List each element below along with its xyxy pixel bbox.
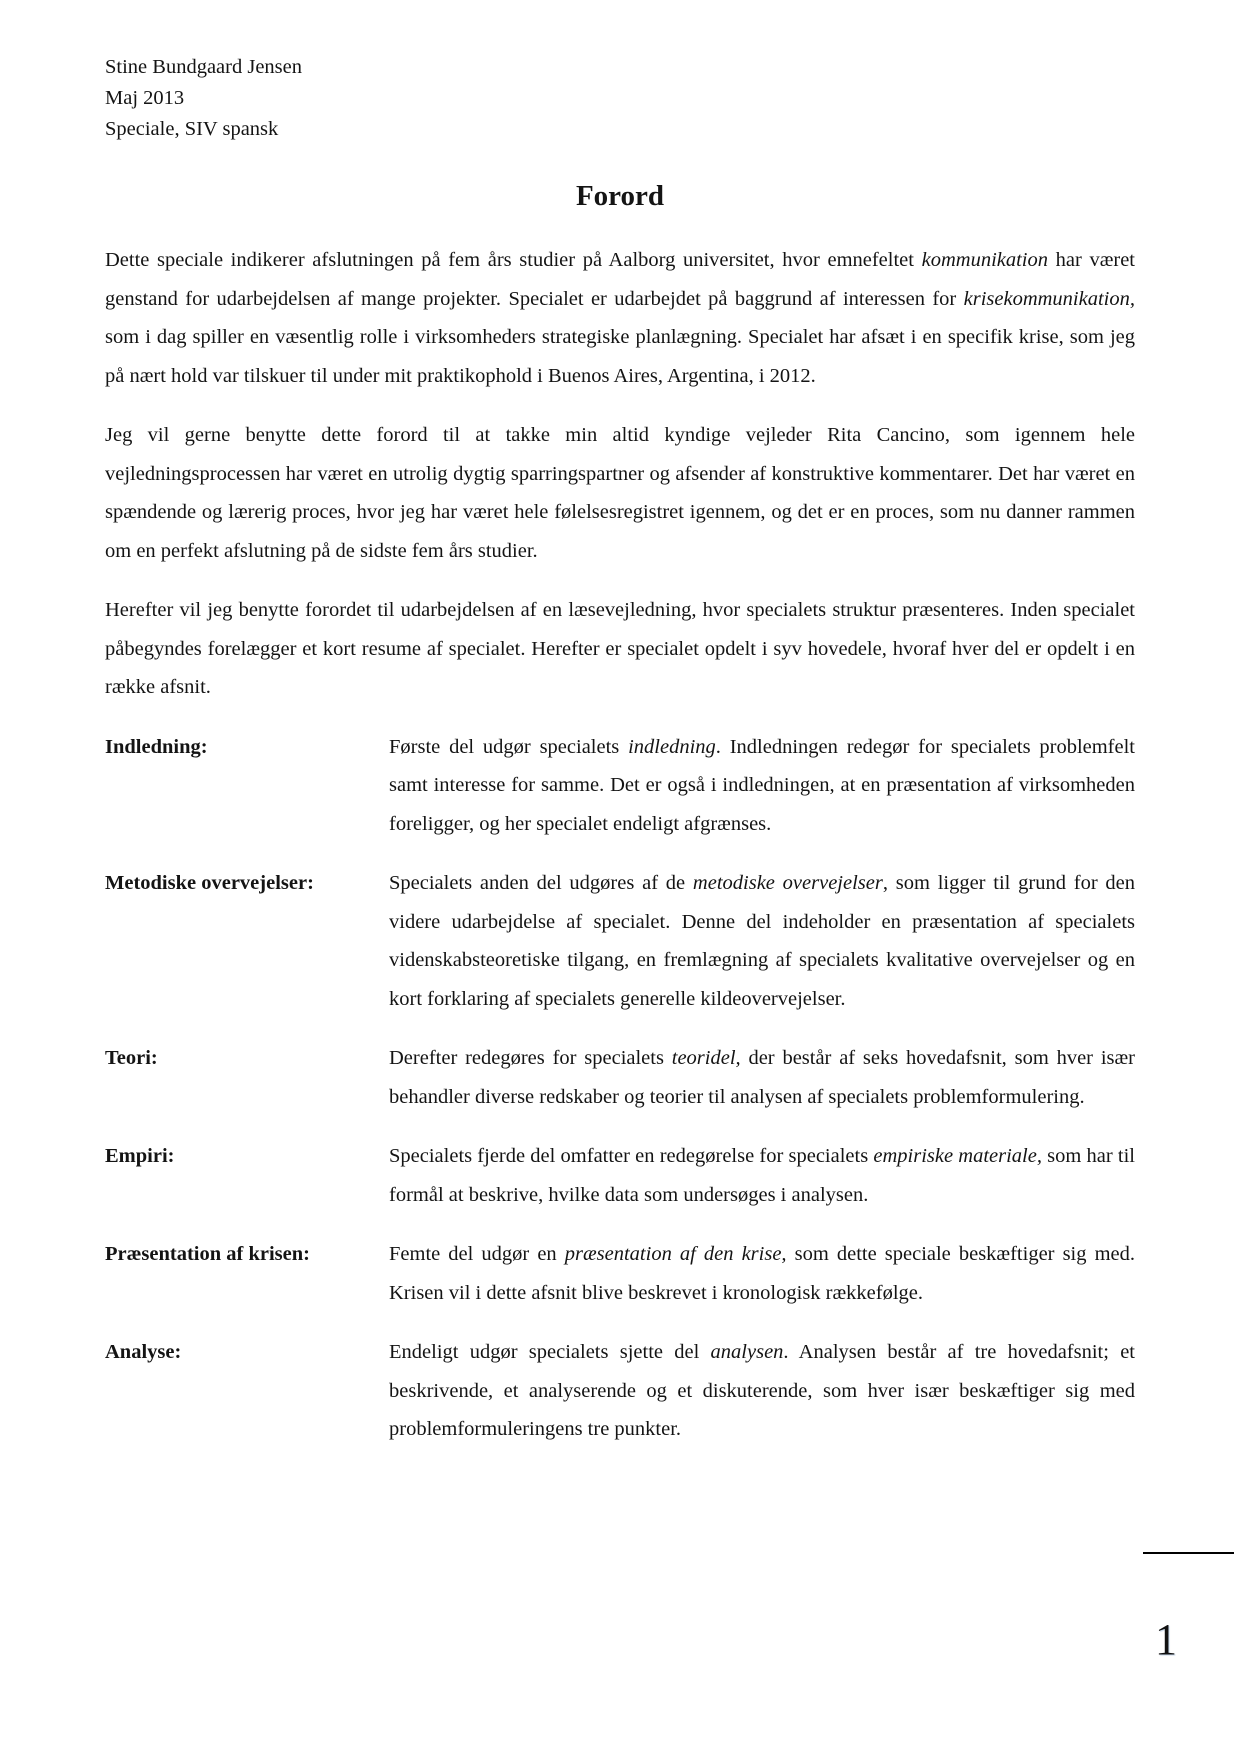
section-term: Indledning: [105,735,208,758]
list-item [105,864,1135,1018]
program-line: Speciale, SIV spansk [105,118,279,140]
footer-divider [1143,1552,1234,1554]
list-item [105,1137,1135,1214]
section-term: Teori: [105,1047,158,1069]
author-line: Stine Bundgaard Jensen [105,56,302,78]
section-description: Femte del udgør en præsentation af den krise, som dette speciale beskæftiger sig med. Krisen vil i dette afsnit blive beskrevet i kronologisk rækkefølge. [389,1243,1135,1304]
list-item [105,1333,1135,1449]
page-number: 1 [1155,1615,1177,1664]
section-description: Specialets fjerde del omfatter en redegørelse for specialets empiriske materiale, som har til formål at beskrive, hvilke data som undersøges i analysen. [389,1145,1135,1206]
list-item [105,1235,1135,1312]
section-description: Endeligt udgør specialets sjette del analysen. Analysen består af tre hovedafsnit; et beskrivende, et analyserende og et diskuterende, som hver især beskæftiger sig med problemformuleringens tre punkter. [389,1341,1135,1440]
section-description: Første del udgør specialets indledning. Indledningen redegør for specialets problemfelt samt interesse for samme. Det er også i indledningen, at en præsentation af virksomheden foreligger, og her specialet endeligt afgrænses. [389,735,1135,835]
body-text [105,241,1135,707]
date-line: Maj 2013 [105,87,185,109]
document-header [105,0,1135,145]
section-term: Analyse: [105,1341,182,1363]
section-description: Derefter redegøres for specialets teoridel, der består af seks hovedafsnit, som hver især behandler diverse redskaber og teorier til analysen af specialets problemformulering. [389,1047,1135,1108]
section-description: Specialets anden del udgøres af de metodiske overvejelser, som ligger til grund for den videre udarbejdelse af specialet. Denne del indeholder en præsentation af specialets videnskabsteoretiske tilgang, en fremlægning af specialets kvalitative overvejelser og en kort forklaring af specialets generelle kildeovervejelser. [389,872,1136,1010]
paragraph: Dette speciale indikerer afslutningen på fem års studier på Aalborg universitet, hvor emnefeltet kommunikation har været genstand for udarbejdelsen af mange projekter. Specialet er udarbejdet på baggrund af interessen for krisekommunikation, som i dag spiller en væsentlig rolle i virksomheders strategiske planlægning. Specialet har afsæt i en specifik krise, som jeg på nært hold var tilskuer til under mit praktikophold i Buenos Aires, Argentina, i 2012. [105,249,1135,387]
section-term: Præsentation af krisen: [105,1243,310,1265]
list-item [105,1039,1135,1116]
section-term: Empiri: [105,1145,175,1167]
structure-overview-list [105,728,1135,1449]
section-term: Metodiske overvejelser: [105,872,314,894]
paragraph: Herefter vil jeg benytte forordet til udarbejdelsen af en læsevejledning, hvor specialets struktur præsenteres. Inden specialet påbegyndes forelægger et kort resume af specialet. Herefter er specialet opdelt i syv hovedele, hvoraf hver del er opdelt i en række afsnit. [105,599,1135,698]
list-item [105,728,1135,844]
page-title: Forord [575,180,665,212]
paragraph: Jeg vil gerne benytte dette forord til at takke min altid kyndige vejleder Rita Cancino, som igennem hele vejledningsprocessen har været en utrolig dygtig sparringspartner og afsender af konstruktive kommentarer. Det har været en spændende og lærerig proces, hvor jeg har været hele følelsesregistret igennem, og det er en proces, som nu danner rammen om en perfekt afslutning på de sidste fem års studier. [105,424,1135,562]
